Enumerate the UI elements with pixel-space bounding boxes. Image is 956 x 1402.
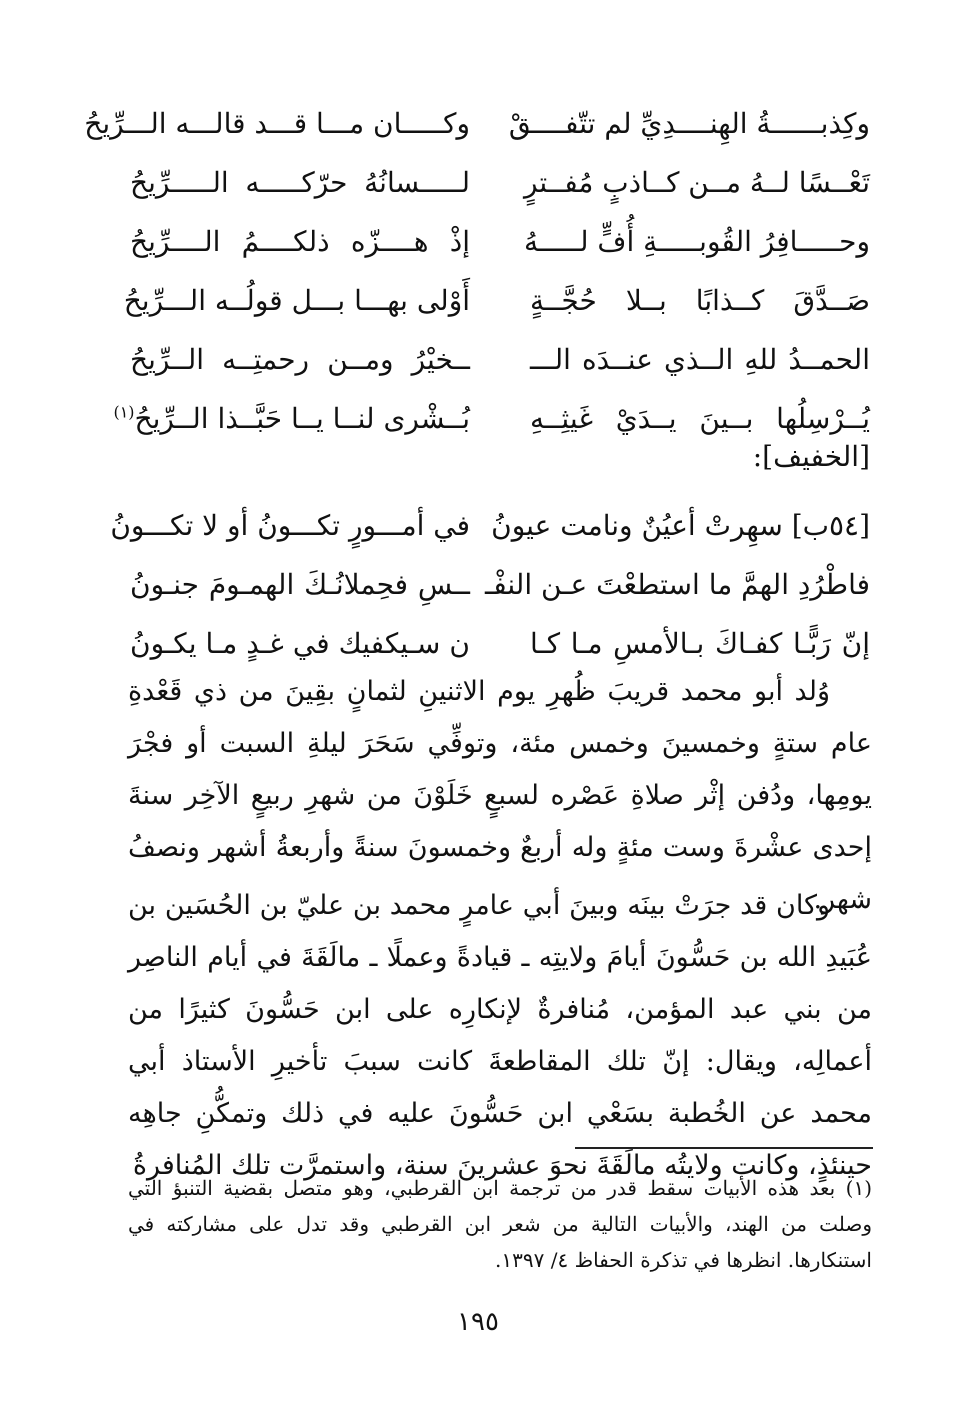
verse-first-hemistich: [٥٤ب] سهِرتْ أعيُنٌ ونامت عيونُ [491,509,870,542]
verse [130,555,870,614]
verse-first-hemistich: وكِذبــــــةُ الهِنــــدِيِّ لم تتّفــــقْ [508,107,870,140]
verse [130,212,870,271]
verse-first-hemistich: إنّ رَبًّـا كفـاكَ بـالأمسِ مـا كـا [530,627,870,660]
verse-second-hemistich: أَوْلى بهـــا بـــل قولُــه الـــرِّيحُ [123,284,470,317]
verse-first-hemistich: تَعْــسًا لــهُ مــن كــاذبٍ مُفــترٍ [523,166,870,199]
footnote-marker[interactable]: (١) [113,402,135,422]
footnote: (١) بعد هذه الأبيات سقط قدر من ترجمة ابن القرطبي، وهو متصل بقضية التنبؤ التي وصلت من الهند، والأبيات التالية من شعر ابن القرطبي وقد تدل على مشاركته في استنكارها. انظرها في تذكرة الحفاظ ٤/ ١٣٩٧. [128,1176,872,1272]
meter-label: [الخفيف]: [752,440,870,473]
page-number: ١٩٥ [457,1307,499,1337]
verse-second-hemistich: إذْ هــــزّه ذلكــــمُ الــــرِّيحُ [130,225,470,258]
verse-second-hemistich: ــسِ فحِملانُـكَ الهمـومَ جنـونُ [130,568,470,601]
verse [123,271,870,330]
verse-first-hemistich: يُــرْسِلُها بــينَ يــدَيْ غَيثِــهِ [530,402,870,435]
verse-second-hemistich: لـــــسانُهُ حرّكـــــه الـــــرِّيحُ [130,166,470,199]
poem-first [84,94,870,448]
paragraph-text: وكان قد جرَتْ بينَه وبينَ أبي عامرٍ محمد بن عليّ بن الحُسَين بن عُبَيدِ الله بن حَسُّونَ أيامَ ولايتِه ـ قيادةً وعملًا ـ مالَقَةَ في أيام الناصِر من بني عبد المؤمن، مُنافرةٌ لإنكارِه على ابن حَسُّونَ كثيرًا من أعمالِه، ويقال: إنّ تلك المقاطعةَ كانت سببَ تأخيرِ الأستاذ أبي محمد عن الخُطبة بسَعْي ابن حَسُّونَ عليه في ذلك وتمكُّنِ جاهِه حينئذٍ، وكانت ولايتُه مالَقَةَ نحوَ عشرينَ سنة، واستمرَّت تلك المُنافرةُ [128,890,872,1181]
verse-first-hemistich: وحـــــافِرُ القُوبـــــةِ أُفٍّ لـــــهُ [523,225,870,258]
verse-second-hemistich: ن سـيكفيك في غـدٍ مـا يكـونُ [130,627,470,660]
paragraph-text: وُلد أبو محمد قريبَ ظُهرِ يوم الاثنينِ لثمانٍ بقِينَ من ذي قَعْدةِ عام ستةٍ وخمسينَ وخمس مئة، وتوفِّي سَحَرَ ليلةِ السبت أو فجْرَ يومِها، ودُفن إثْر صلاةِ عَصْره لسبعٍ خَلَوْنَ من شهرِ ربيعٍ الآخِر سنةَ إحدى عشْرةَ وست مئةٍ وله أربعٌ وخمسونَ سنةً وأربعةُ أشهر ونصفُ شهر. [128,676,872,915]
verse [84,94,870,153]
verse [130,614,870,673]
verse-second-hemistich [113,402,470,435]
verse-second-hemistich: وكـــــان مـــا قـــد قالـــه الـــرِّيحُ [84,107,470,140]
verse-first-hemistich: فاطْرُدِ الهمَّ ما استطعْتَ عـن النفْـ [484,568,870,601]
verse-second-hemistich: ــخيْرُ ومــن رحمتِــه الــرِّيحُ [130,343,470,376]
poem-second [110,496,870,673]
verse [110,496,870,555]
verse-text: بُــشْرى لنــا يــا حَبَّــذا الــرِّيحُ [134,402,470,435]
verse [130,153,870,212]
footnote-divider [575,1147,873,1149]
verse [130,330,870,389]
verse-second-hemistich: في أمـــورٍ تكـــونُ أو لا تكـــونُ [110,509,470,542]
paragraph-dispute [128,880,872,1192]
verse-first-hemistich: الحمــدُ للهِ الــذي عنــدَه الـــ [530,343,870,376]
verse-first-hemistich: صَــدَّقَ كــذابًا بــلا حُجَّــةٍ [530,284,870,317]
